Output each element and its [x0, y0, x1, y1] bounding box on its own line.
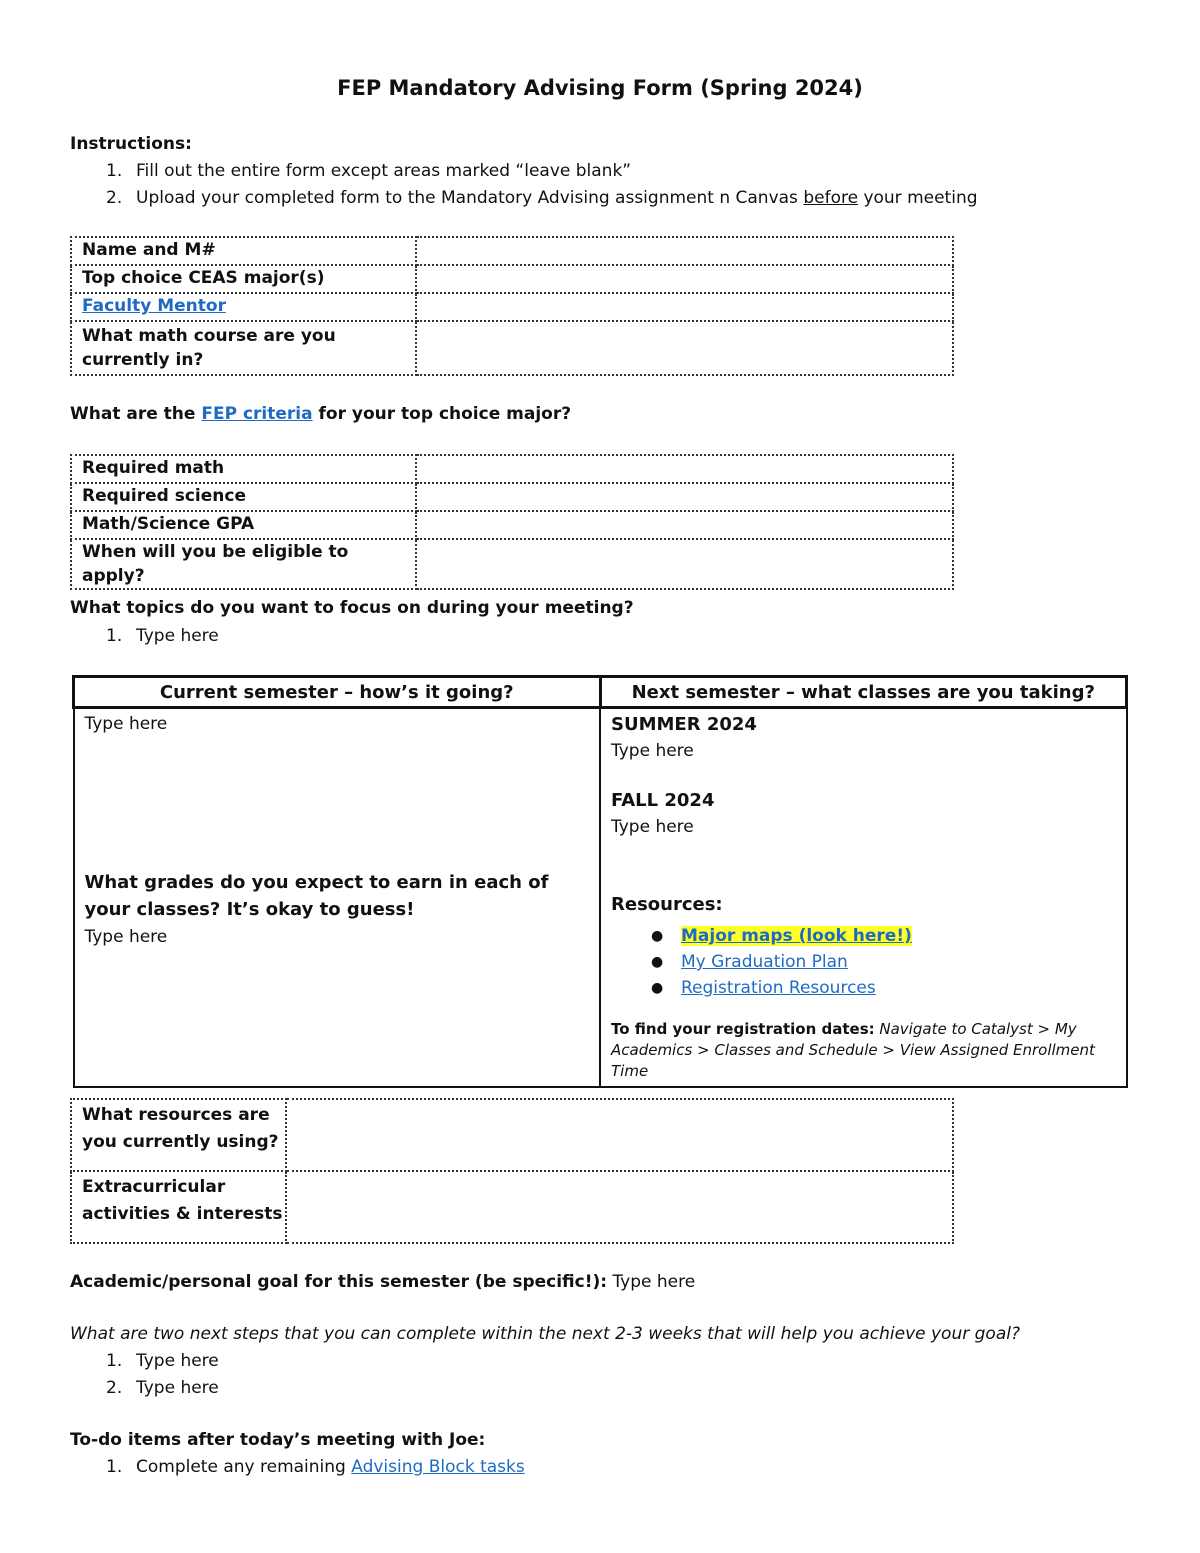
next-semester-cell[interactable]	[600, 708, 1127, 1088]
current-semester-header: Current semester – how’s it going?	[74, 677, 601, 708]
page-title: FEP Mandatory Advising Form (Spring 2024)	[337, 76, 863, 100]
major-field[interactable]	[416, 265, 953, 293]
resources-heading: Resources:	[611, 894, 723, 915]
goal-line[interactable]: Academic/personal goal for this semester (be specific!): Type here	[70, 1272, 696, 1292]
instruction-item-2: 2. Upload your completed form to the Mandatory Advising assignment n Canvas before your meeting	[106, 188, 978, 208]
summer-text[interactable]: Type here	[611, 741, 694, 761]
name-field[interactable]	[416, 237, 953, 265]
required-science-label: Required science	[71, 483, 416, 511]
list-item	[651, 975, 1116, 1001]
student-info-table	[70, 236, 954, 376]
list-item	[651, 923, 1116, 949]
topics-item-1[interactable]: 1. Type here	[106, 626, 219, 646]
next-semester-header: Next semester – what classes are you taking?	[600, 677, 1127, 708]
major-maps-link[interactable]: Major maps (look here!)	[681, 926, 912, 946]
eligible-label: When will you be eligible to apply?	[71, 539, 416, 589]
resources-using-label: What resources are you currently using?	[71, 1099, 286, 1171]
eligible-field[interactable]	[416, 539, 953, 589]
todo-item-1: 1. Complete any remaining Advising Block tasks	[106, 1457, 525, 1477]
semester-table	[72, 675, 1128, 1088]
extracurricular-label: Extracurricular activities & interests	[71, 1171, 286, 1243]
extracurricular-field[interactable]	[286, 1171, 953, 1243]
instructions-heading: Instructions:	[70, 134, 192, 154]
required-math-field[interactable]	[416, 455, 953, 483]
required-math-label: Required math	[71, 455, 416, 483]
name-label: Name and M#	[71, 237, 416, 265]
list-item	[651, 949, 1116, 975]
faculty-mentor-link[interactable]: Faculty Mentor	[82, 296, 226, 316]
instruction-item-1: 1. Fill out the entire form except areas marked “leave blank”	[106, 161, 632, 181]
grades-text[interactable]: Type here	[84, 927, 168, 947]
current-semester-cell[interactable]	[74, 708, 601, 1088]
registration-dates-note: To find your registration dates: Navigate to Catalyst > My Academics > Classes and Schedule > View Assigned Enrollment Time	[611, 1020, 1095, 1080]
fep-criteria-table	[70, 454, 954, 590]
advising-block-link[interactable]: Advising Block tasks	[351, 1457, 525, 1477]
major-label: Top choice CEAS major(s)	[71, 265, 416, 293]
grades-question: What grades do you expect to earn in each of your classes? It’s okay to guess!	[84, 872, 549, 920]
fep-criteria-link[interactable]: FEP criteria	[201, 404, 313, 424]
faculty-mentor-field[interactable]	[416, 293, 953, 321]
summer-label: SUMMER 2024	[611, 714, 757, 735]
todo-heading: To-do items after today’s meeting with Joe:	[70, 1430, 486, 1450]
math-course-label: What math course are you currently in?	[71, 321, 416, 375]
registration-resources-link[interactable]: Registration Resources	[681, 978, 876, 998]
next-steps-item-2[interactable]: 2. Type here	[106, 1378, 219, 1398]
fall-label: FALL 2024	[611, 790, 715, 811]
current-semester-text[interactable]: Type here	[84, 714, 168, 734]
topics-question: What topics do you want to focus on during your meeting?	[70, 598, 634, 618]
fall-text[interactable]: Type here	[611, 817, 694, 837]
graduation-plan-link[interactable]: My Graduation Plan	[681, 952, 848, 972]
gpa-label: Math/Science GPA	[71, 511, 416, 539]
math-course-field[interactable]	[416, 321, 953, 375]
gpa-field[interactable]	[416, 511, 953, 539]
next-steps-question: What are two next steps that you can complete within the next 2-3 weeks that will help you achieve your goal?	[70, 1324, 1020, 1344]
fep-question: What are the FEP criteria for your top choice major?	[70, 404, 572, 424]
resources-table	[70, 1098, 954, 1244]
next-steps-item-1[interactable]: 1. Type here	[106, 1351, 219, 1371]
resources-using-field[interactable]	[286, 1099, 953, 1171]
required-science-field[interactable]	[416, 483, 953, 511]
resources-list	[651, 923, 1116, 1001]
